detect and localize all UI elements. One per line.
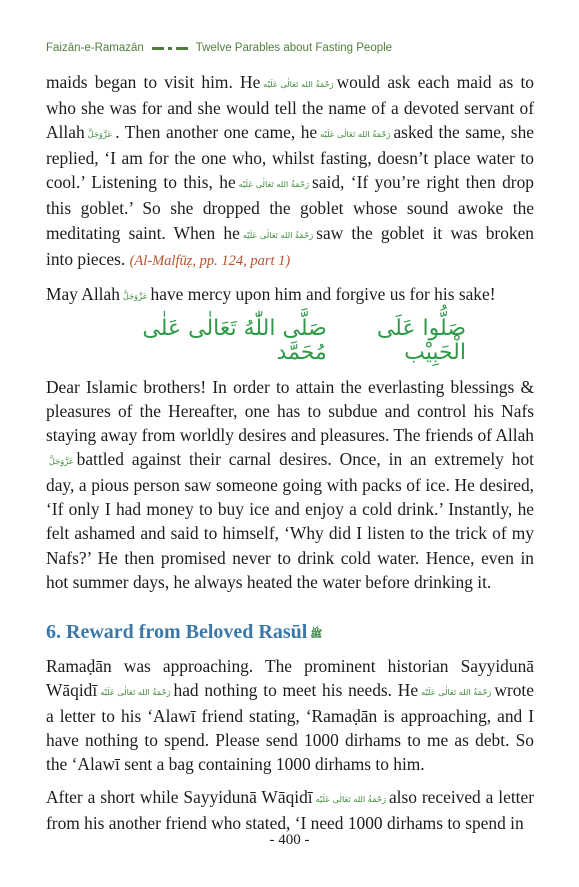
paragraph-2: May Allah عَزَّوَجَلَّ have mercy upon him and forgive us for his sake! — [46, 282, 534, 308]
book-title: Faizān-e-Ramazān — [46, 42, 144, 54]
honorific: رَحْمَةُ الله تَعَالٰی عَلَیْه — [315, 794, 386, 805]
paragraph-3: Dear Islamic brothers! In order to attain the everlasting blessings & pleasures of the Hereafter, one has to subdue and control his Nafs staying away from worldly desires and pleasures. The friends of Allahعَزَّوَجَلَّ battled against their carnal desires. Once, in an extremely hot day, a pious person saw someone going with packs of ice. He desired, ‘If only I had money to buy ice and enjoy a cold drink.’ Instantly, he felt ashamed and said to himself, ‘Why did I listen to the trick of my Nafs?’ He then promised never to drink cold water. Hence, even in hot summer days, he always heated the water before drinking it. — [46, 376, 534, 592]
honorific: رَحْمَةُ الله تَعَالٰی عَلَیْه — [238, 179, 309, 190]
header-separator — [152, 47, 188, 50]
section-heading: 6. Reward from Beloved Rasūl ﷺ — [46, 620, 534, 647]
honorific: رَحْمَةُ الله تَعَالٰی عَلَیْه — [242, 229, 314, 240]
honorific: عَزَّوَجَلَّ — [122, 290, 148, 301]
chapter-title: Twelve Parables about Fasting People — [195, 42, 393, 54]
durood-right: صَلُّوا عَلَى الْحَبِيْب — [376, 315, 466, 365]
durood-line — [46, 317, 534, 365]
paragraph-4: Ramaḍān was approaching. The prominent historian Sayyidunā Wāqidī رَحْمَةُ الله تَعَالٰی عَلَیْه had nothing to meet his needs. He رَحْمَةُ الله تَعَالٰی عَلَیْه wrote a letter to his ‘Alawī friend stating, ‘Ramaḍān is approaching, and I have nothing to spend. Please send 1000 dirhams to me as debt. So the ‘Alawī sent a bag containing 1000 dirhams to him. — [46, 655, 534, 775]
paragraph-5: After a short while Sayyidunā Wāqidī رَحْمَةُ الله تَعَالٰی عَلَیْه also received a letter from his another friend who stated, ‘I need 1000 dirhams to spend in — [46, 787, 534, 834]
honorific: ﷺ — [310, 628, 323, 640]
page-number: - 400 - — [269, 832, 310, 848]
honorific: عَزَّوَجَلَّ — [49, 456, 74, 467]
durood-left: صَلَّى اللّٰهُ تَعَالٰى عَلٰى مُحَمَّد — [142, 315, 327, 365]
citation: (Al-Malfūẓ, pp. 124, part 1) — [129, 252, 291, 269]
page-body — [46, 70, 534, 844]
honorific: رَحْمَةُ الله تَعَالٰی عَلَیْه — [100, 686, 171, 697]
honorific: رَحْمَةُ الله تَعَالٰی عَلَیْه — [320, 129, 391, 140]
honorific: عَزَّوَجَلَّ — [87, 129, 113, 140]
paragraph-1: maids began to visit him. He رَحْمَةُ الله تَعَالٰی عَلَیْه would ask each maid as to who she was for and she would tell the name of a devoted servant of Allah عَزَّوَجَلَّ . Then another one came, he رَحْمَةُ الله تَعَالٰی عَلَیْه asked the same, she replied, ‘I am for the one who, whilst fasting, doesn’t place water to cool.’ Listening to this, he رَحْمَةُ الله تَعَالٰی عَلَیْه said, ‘If you’re right then drop this goblet.’ So she dropped the goblet whose sound awoke the meditating saint. When he رَحْمَةُ الله تَعَالٰی عَلَیْه saw the goblet it was broken into pieces. (Al-Malfūẓ, pp. 124, part 1) — [46, 72, 534, 269]
honorific: رَحْمَةُ الله تَعَالٰی عَلَیْه — [263, 79, 334, 89]
running-header — [46, 40, 533, 56]
honorific: رَحْمَةُ الله تَعَالٰی عَلَیْه — [421, 686, 492, 697]
